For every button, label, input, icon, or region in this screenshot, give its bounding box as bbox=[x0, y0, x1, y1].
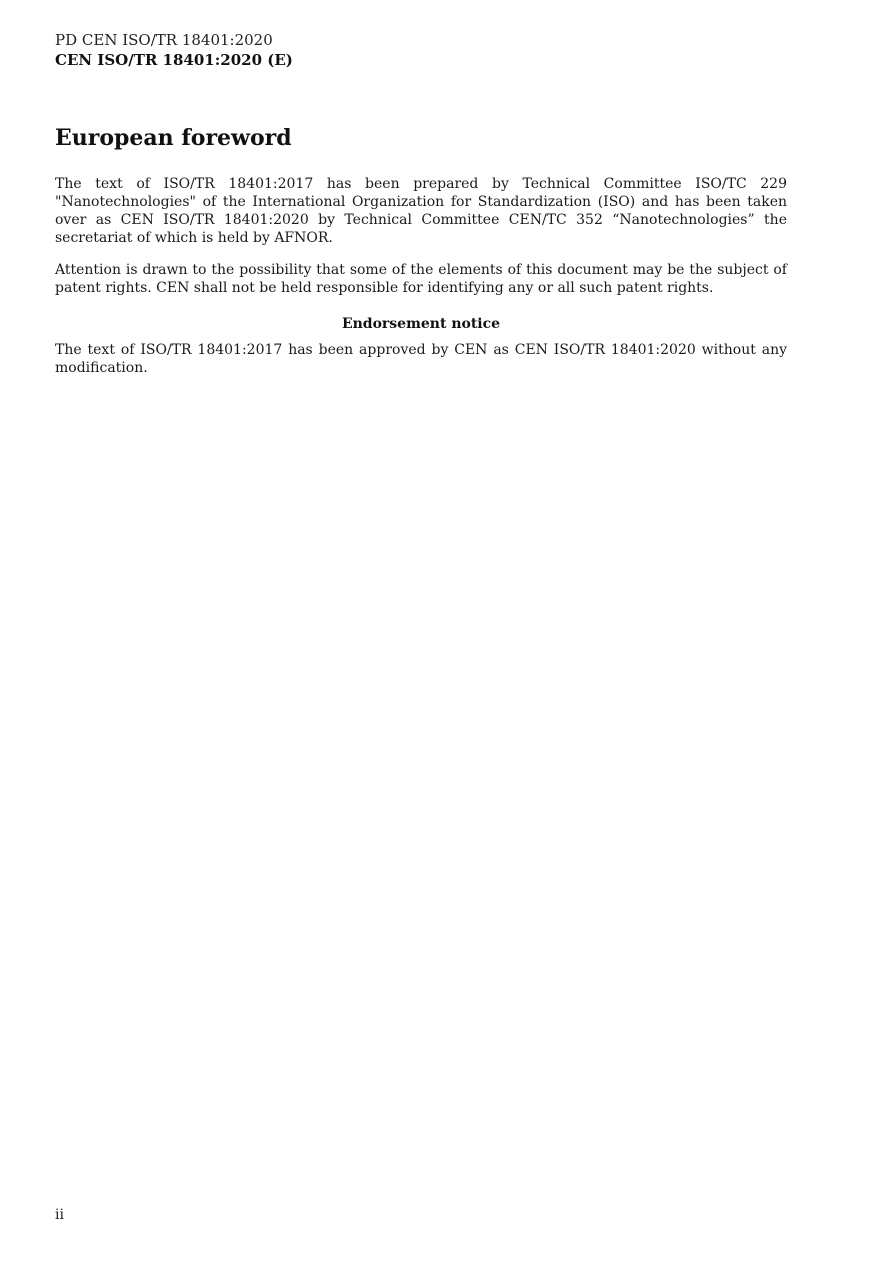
foreword-title: European foreword bbox=[55, 125, 292, 151]
foreword-paragraph-preparation: The text of ISO/TR 18401:2017 has been prepared by Technical Committee ISO/TC 229 "Nanotechnologies" of the International Organization for Standardization (ISO) and has been taken over as CEN ISO/TR 18401:2020 by Technical Committee CEN/TC 352 “Nanotechnologies” the secretariat of which is held by AFNOR. bbox=[55, 176, 787, 246]
foreword-paragraph-patent-rights: Attention is drawn to the possibility that some of the elements of this document may be the subject of patent rights. CEN shall not be held responsible for identifying any or all such patent rights. bbox=[55, 262, 787, 296]
header-cen-doc-id: CEN ISO/TR 18401:2020 (E) bbox=[55, 51, 293, 69]
page-number: ii bbox=[55, 1207, 64, 1223]
foreword-section bbox=[55, 123, 787, 391]
endorsement-text: The text of ISO/TR 18401:2017 has been approved by CEN as CEN ISO/TR 18401:2020 without any modification. bbox=[55, 342, 787, 376]
header-pd-doc-id: PD CEN ISO/TR 18401:2020 bbox=[55, 31, 273, 49]
endorsement-heading: Endorsement notice bbox=[341, 316, 501, 332]
document-header bbox=[55, 30, 795, 70]
